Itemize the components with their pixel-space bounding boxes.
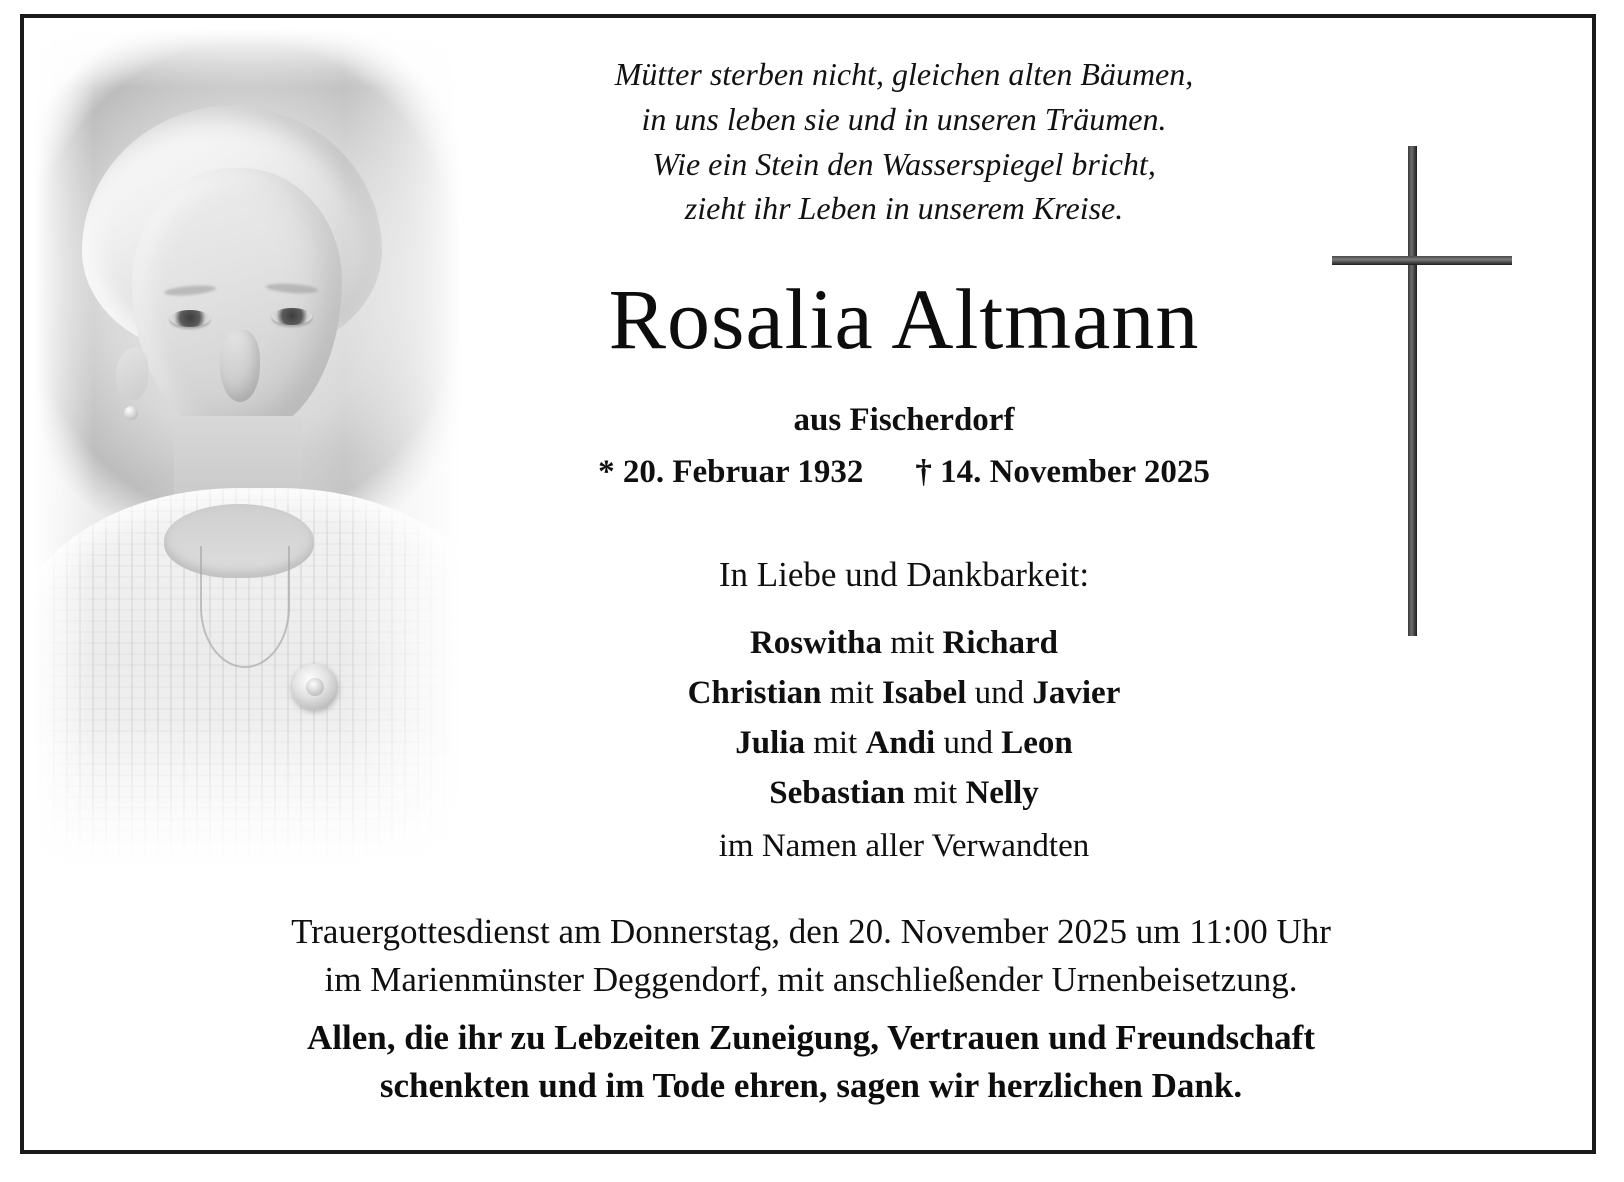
dedication-line: In Liebe und Dankbarkeit: [718, 555, 1090, 594]
family-connector: und [935, 725, 1002, 762]
portrait-nose [220, 330, 260, 402]
family-member-name: Andi [865, 725, 936, 762]
verse-line-1: Mütter sterben nicht, gleichen alten Bäumen, [614, 56, 1194, 92]
thanks-line-2: schenkten und im Tode ehren, sagen wir herzlichen Dank. [379, 1065, 1243, 1105]
portrait-brooch [292, 664, 338, 710]
family-row [424, 668, 1384, 718]
portrait-eye-right [272, 308, 312, 325]
cross-vertical-bar [1408, 146, 1417, 636]
family-member-name: Isabel [882, 675, 967, 712]
deceased-origin: aus Fischerdorf [793, 402, 1015, 438]
birth-date: * 20. Februar 1932 [598, 454, 864, 490]
thanks-message [86, 1014, 1536, 1109]
life-dates [424, 454, 1384, 491]
family-member-name: Richard [942, 625, 1059, 661]
thanks-line-1: Allen, die ihr zu Lebzeiten Zuneigung, Vertrauen und Freundschaft [307, 1018, 1315, 1057]
memorial-verse [454, 52, 1354, 231]
family-connector: mit [882, 625, 943, 661]
family-member-name: Roswitha [749, 625, 882, 661]
portrait-fade-top [24, 18, 494, 88]
portrait-ear [116, 348, 148, 400]
family-member-name: Nelly [965, 775, 1039, 812]
family-member-name: Christian [687, 675, 822, 712]
portrait-earring [124, 406, 138, 420]
cross-horizontal-bar [1332, 256, 1512, 265]
family-member-name: Javier [1032, 675, 1121, 712]
family-row [424, 618, 1384, 668]
family-connector: mit [904, 775, 966, 812]
family-connector: mit [821, 675, 883, 712]
service-line-1: Trauergottesdienst am Donnerstag, den 20. November 2025 um 11:00 Uhr [291, 912, 1331, 951]
verse-line-2: in uns leben sie und in unseren Träumen. [641, 100, 1167, 137]
family-member-name: Leon [1001, 725, 1073, 762]
portrait-eye-left [170, 310, 210, 327]
obituary-notice-card [20, 14, 1596, 1154]
portrait-necklace [200, 546, 290, 668]
family-connector: mit [804, 725, 866, 762]
funeral-service-info [86, 908, 1536, 1003]
death-date: † 14. November 2025 [915, 454, 1210, 490]
family-list [424, 618, 1384, 871]
family-row [424, 718, 1384, 768]
family-member-name: Julia [735, 725, 805, 762]
service-line-2: im Marienmünster Deggendorf, mit anschließender Urnenbeisetzung. [324, 959, 1298, 999]
verse-line-4: zieht ihr Leben in unserem Kreise. [684, 190, 1124, 227]
portrait-fade-left [24, 18, 94, 898]
family-member-name: Sebastian [769, 775, 905, 812]
family-connector: und [966, 675, 1033, 712]
family-row [424, 768, 1384, 818]
verse-line-3: Wie ein Stein den Wasserspiegel bricht, [652, 145, 1156, 182]
deceased-name: Rosalia Altmann [608, 271, 1200, 367]
family-closing-line: im Namen aller Verwandten [718, 827, 1090, 864]
